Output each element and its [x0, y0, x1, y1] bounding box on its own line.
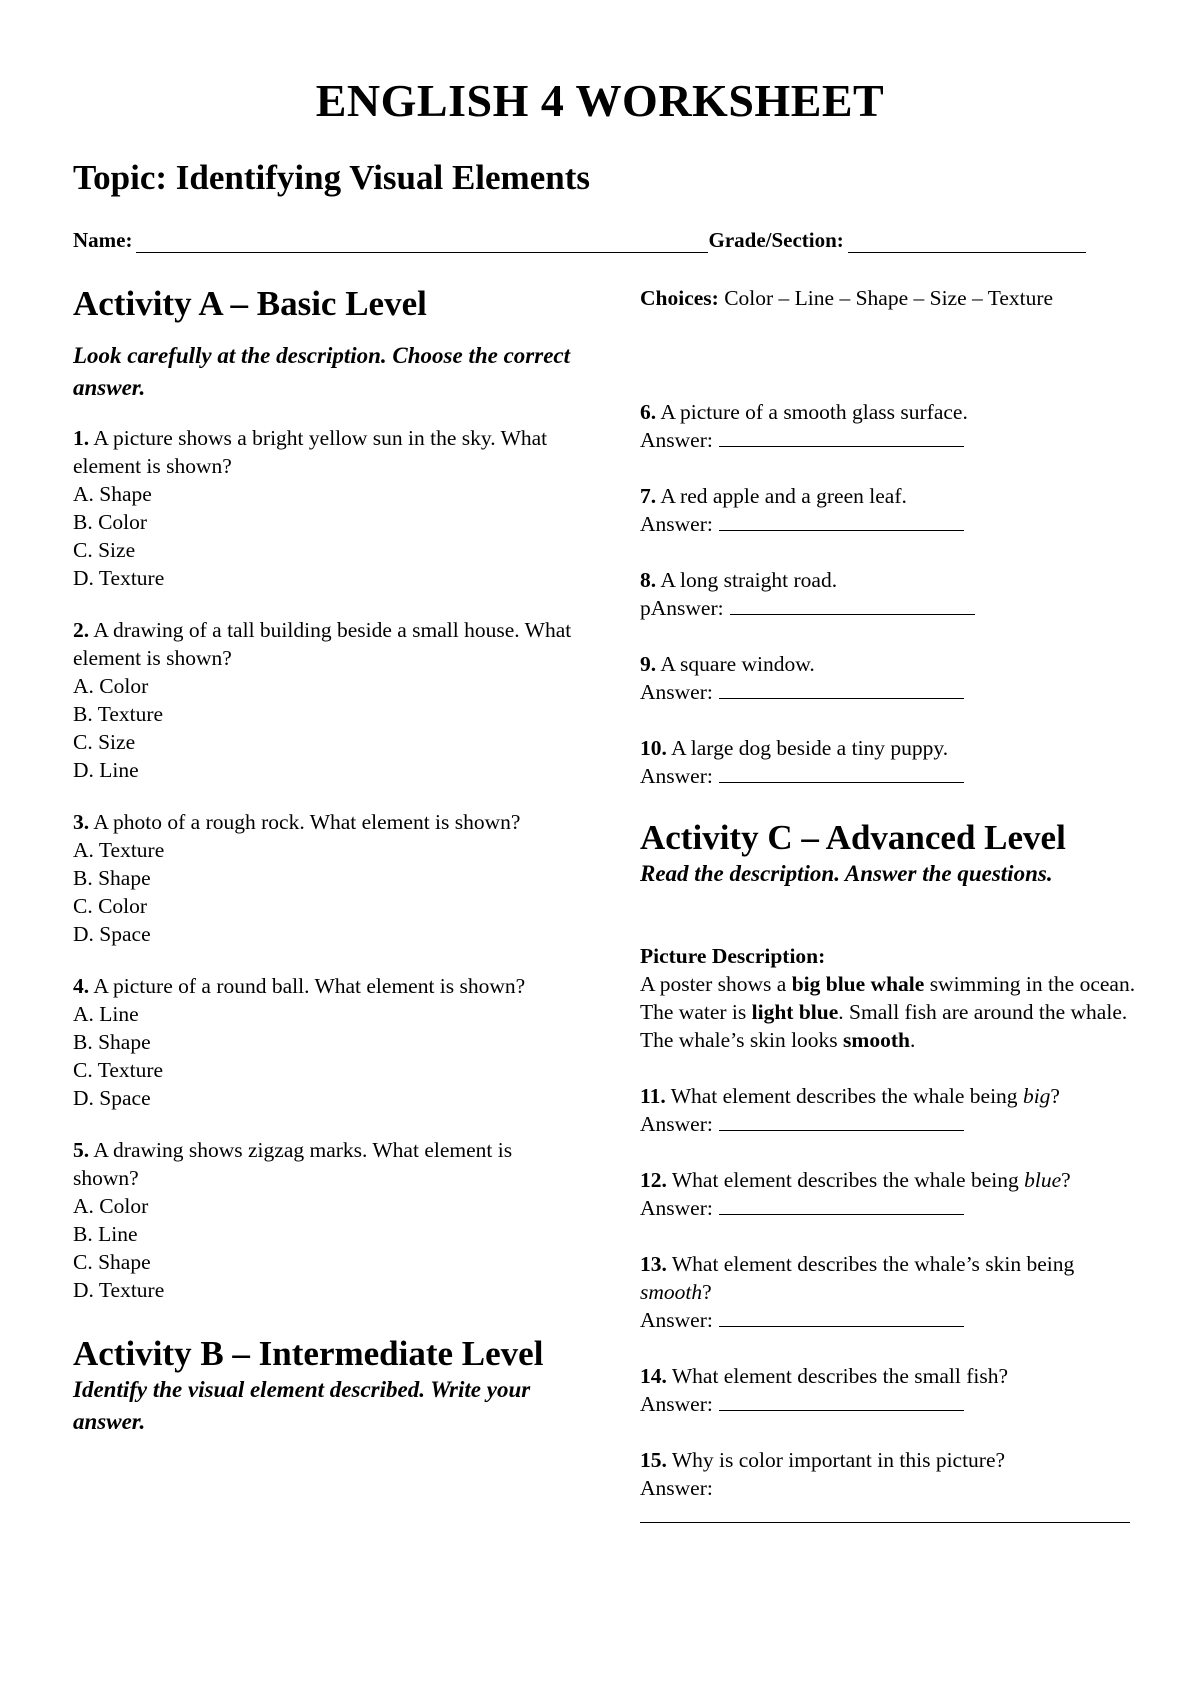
option-b[interactable]: B. Color [73, 510, 148, 534]
choices-text: Color – Line – Shape – Size – Texture [724, 286, 1054, 310]
question-text: A drawing shows zigzag marks. What element is shown? [73, 1138, 513, 1190]
question-number: 5. [73, 1138, 90, 1162]
option-c[interactable]: C. Size [73, 730, 136, 754]
question-number: 2. [73, 618, 90, 642]
option-d[interactable]: D. Space [73, 922, 151, 946]
question-8 [640, 566, 1140, 622]
question-number: 14. [640, 1364, 667, 1388]
topic-heading: Topic: Identifying Visual Elements [73, 158, 590, 197]
option-c[interactable]: C. Texture [73, 1058, 164, 1082]
question-number: 1. [73, 426, 90, 450]
option-a[interactable]: A. Shape [73, 482, 152, 506]
option-b[interactable]: B. Shape [73, 866, 151, 890]
answer-label: Answer: [640, 1476, 713, 1500]
question-text: A long straight road. [660, 568, 838, 592]
description-text: A poster shows a big blue whale swimming in the ocean. The water is light blue. Small fish are around the whale. The whale’s skin looks smooth. [640, 972, 1136, 1052]
answer-label: Answer: [640, 1308, 713, 1332]
answer-field[interactable] [719, 1306, 964, 1327]
question-text: A red apple and a green leaf. [660, 484, 907, 508]
grade-field[interactable] [848, 232, 1086, 253]
question-text: A picture of a smooth glass surface. [660, 400, 968, 424]
option-a[interactable]: A. Color [73, 1194, 149, 1218]
option-c[interactable]: C. Color [73, 894, 148, 918]
question-number: 15. [640, 1448, 667, 1472]
question-text: A photo of a rough rock. What element is shown? [93, 810, 521, 834]
question-text: A picture of a round ball. What element is shown? [93, 974, 526, 998]
answer-label: Answer: [640, 764, 713, 788]
answer-field[interactable] [719, 762, 964, 783]
answer-field[interactable] [719, 1110, 964, 1131]
answer-field[interactable] [719, 510, 964, 531]
question-5 [73, 1136, 578, 1304]
option-d[interactable]: D. Texture [73, 1278, 165, 1302]
answer-label: Answer: [640, 428, 713, 452]
activity-a-instructions: Look carefully at the description. Choose the correct answer. [73, 343, 571, 400]
answer-field[interactable] [719, 426, 964, 447]
question-4 [73, 972, 578, 1112]
question-number: 11. [640, 1084, 666, 1108]
answer-label: Answer: [640, 680, 713, 704]
answer-field[interactable] [640, 1502, 1130, 1523]
option-d[interactable]: D. Space [73, 1086, 151, 1110]
name-label: Name: [73, 228, 133, 252]
option-a[interactable]: A. Line [73, 1002, 139, 1026]
question-number: 9. [640, 652, 657, 676]
question-7 [640, 482, 1140, 538]
question-number: 13. [640, 1252, 667, 1276]
option-d[interactable]: D. Line [73, 758, 139, 782]
choices-line [640, 284, 1140, 312]
picture-description [640, 942, 1140, 1054]
activity-b-instructions: Identify the visual element described. Write your answer. [73, 1377, 531, 1434]
activity-c-instructions: Read the description. Answer the questions. [640, 861, 1053, 886]
question-3 [73, 808, 578, 948]
question-number: 3. [73, 810, 90, 834]
question-1 [73, 424, 578, 592]
question-6 [640, 398, 1140, 454]
activity-a-heading: Activity A – Basic Level [73, 284, 427, 323]
question-13: 13. What element describes the whale’s skin being smooth? Answer: [640, 1252, 1075, 1332]
question-14: 14. What element describes the small fish? Answer: [640, 1364, 1008, 1416]
question-number: 4. [73, 974, 90, 998]
question-number: 6. [640, 400, 657, 424]
question-15: 15. Why is color important in this picture? Answer: [640, 1446, 1140, 1530]
question-number: 7. [640, 484, 657, 508]
grade-label: Grade/Section: [708, 228, 844, 252]
question-number: 10. [640, 736, 667, 760]
activity-c-heading: Activity C – Advanced Level [640, 818, 1066, 857]
answer-field[interactable] [730, 594, 975, 615]
right-column [640, 284, 1140, 1530]
answer-field[interactable] [719, 678, 964, 699]
question-text: A square window. [660, 652, 815, 676]
option-b[interactable]: B. Texture [73, 702, 164, 726]
answer-label: Answer: [640, 1112, 713, 1136]
question-text: A drawing of a tall building beside a small house. What element is shown? [73, 618, 572, 670]
answer-label: Answer: [640, 1392, 713, 1416]
left-column [73, 284, 578, 1438]
question-text: A large dog beside a tiny puppy. [671, 736, 949, 760]
question-9 [640, 650, 1140, 706]
option-a[interactable]: A. Texture [73, 838, 165, 862]
answer-label: pAnswer: [640, 596, 724, 620]
name-field[interactable] [136, 232, 708, 253]
option-b[interactable]: B. Shape [73, 1030, 151, 1054]
option-a[interactable]: A. Color [73, 674, 149, 698]
answer-label: Answer: [640, 512, 713, 536]
answer-field[interactable] [719, 1390, 964, 1411]
name-grade-line [73, 228, 1129, 253]
option-d[interactable]: D. Texture [73, 566, 165, 590]
question-number: 8. [640, 568, 657, 592]
question-11: 11. What element describes the whale being big? Answer: [640, 1084, 1060, 1136]
question-12: 12. What element describes the whale being blue? Answer: [640, 1168, 1071, 1220]
page-title: ENGLISH 4 WORKSHEET [315, 75, 885, 126]
option-b[interactable]: B. Line [73, 1222, 138, 1246]
activity-b-heading: Activity B – Intermediate Level [73, 1334, 544, 1373]
question-number: 12. [640, 1168, 667, 1192]
question-10 [640, 734, 1140, 790]
option-c[interactable]: C. Shape [73, 1250, 151, 1274]
description-label: Picture Description: [640, 944, 826, 968]
question-text: A picture shows a bright yellow sun in the sky. What element is shown? [73, 426, 548, 478]
option-c[interactable]: C. Size [73, 538, 136, 562]
choices-label: Choices: [640, 286, 719, 310]
answer-field[interactable] [719, 1194, 964, 1215]
answer-label: Answer: [640, 1196, 713, 1220]
question-2 [73, 616, 578, 784]
